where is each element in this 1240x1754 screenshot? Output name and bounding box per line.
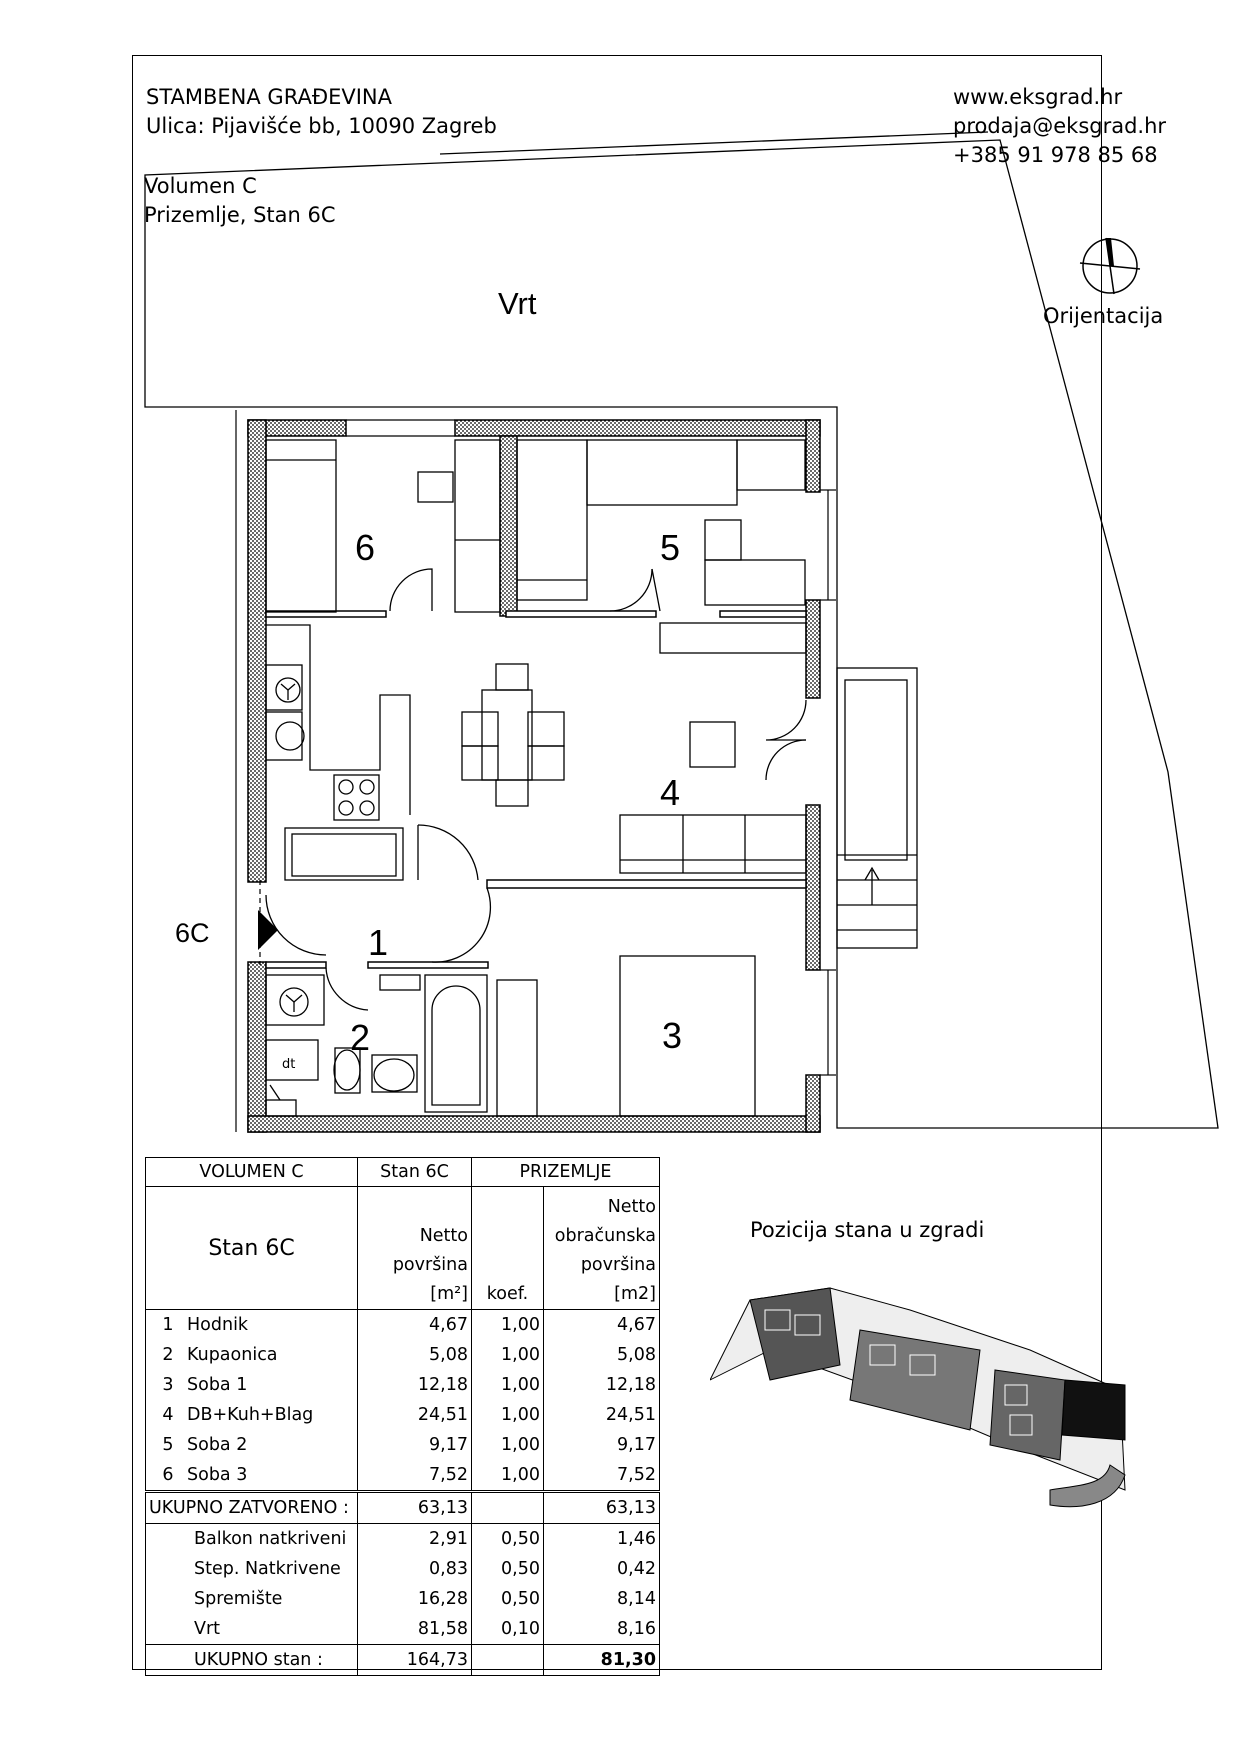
grand-total-label: UKUPNO stan : [146, 1645, 358, 1676]
table-row: 1 Hodnik 4,67 1,00 4,67 [146, 1310, 660, 1341]
garden-label: Vrt [498, 286, 537, 321]
dishwasher-label: dt [282, 1057, 296, 1072]
volume-label: Volumen C [144, 174, 257, 198]
entrance-arrow-icon [258, 910, 278, 950]
orientation-label: Orijentacija [1043, 304, 1164, 328]
table-head-volume: VOLUMEN C [146, 1158, 358, 1187]
room-4-label: 4 [660, 772, 681, 813]
phone-number: +385 91 978 85 68 [953, 143, 1158, 167]
room-3-label: 3 [662, 1015, 683, 1056]
table-unit-name: Stan 6C [146, 1187, 358, 1310]
closed-total-net: 63,13 [358, 1492, 472, 1524]
table-row: 4 DB+Kuh+Blag 24,51 1,00 24,51 [146, 1400, 660, 1430]
table-row: 6 Soba 3 7,52 1,00 7,52 [146, 1460, 660, 1492]
position-title: Pozicija stana u zgradi [750, 1218, 985, 1242]
room-1-label: 1 [368, 922, 389, 963]
compass-icon [1080, 238, 1140, 294]
table-row: Spremište 16,28 0,50 8,14 [146, 1584, 660, 1614]
closed-total-label: UKUPNO ZATVORENO : [146, 1492, 358, 1524]
website-link[interactable]: www.eksgrad.hr [953, 85, 1123, 109]
entrance-label: 6C [175, 918, 210, 948]
closed-total-calc: 63,13 [544, 1492, 660, 1524]
room-5-label: 5 [660, 527, 681, 568]
table-head-floor: PRIZEMLJE [472, 1158, 660, 1187]
table-row: 3 Soba 1 12,18 1,00 12,18 [146, 1370, 660, 1400]
building-position-map [710, 1270, 1130, 1530]
table-row: Balkon natkriveni 2,91 0,50 1,46 [146, 1524, 660, 1555]
room-6-label: 6 [355, 527, 376, 568]
area-table: VOLUMEN C Stan 6C PRIZEMLJE Stan 6C Netto površina [m²] koef. Netto obračunska površina [m2] 1 Hodnik 4,67 1,00 4,67 2 Kupaonica 5,08 1,00 5,08 3 Soba 1 12,18 1,00 12,18 4 DB+Kuh+Blag 24,51 1,00 24,51 5 Soba 2 9,17 1,00 9,17 6 Soba 3 7,52 1,00 7,52 UKUPNO ZATVORENO : 63,13 63,13 Balkon natkriveni 2,91 0,50 1,46 Step. Natkrivene 0,83 0,50 0,42 Spremište 16,28 0,50 8,14 Vrt 81,58 0,10 8,16 UKUPNO stan : 164,73 81,30 [145, 1157, 660, 1676]
building-title: STAMBENA GRAĐEVINA [146, 85, 392, 109]
email-link[interactable]: prodaja@eksgrad.hr [953, 114, 1167, 138]
garden-outline [145, 140, 1218, 1128]
unit-label: Prizemlje, Stan 6C [144, 203, 336, 227]
grand-total-calc: 81,30 [544, 1645, 660, 1676]
table-row: 5 Soba 2 9,17 1,00 9,17 [146, 1430, 660, 1460]
table-row: Step. Natkrivene 0,83 0,50 0,42 [146, 1554, 660, 1584]
building-address: Ulica: Pijavišće bb, 10090 Zagreb [146, 114, 497, 138]
table-row: 2 Kupaonica 5,08 1,00 5,08 [146, 1340, 660, 1370]
grand-total-net: 164,73 [358, 1645, 472, 1676]
table-head-unit: Stan 6C [358, 1158, 472, 1187]
table-row: Vrt 81,58 0,10 8,16 [146, 1614, 660, 1645]
room-2-label: 2 [350, 1017, 371, 1058]
